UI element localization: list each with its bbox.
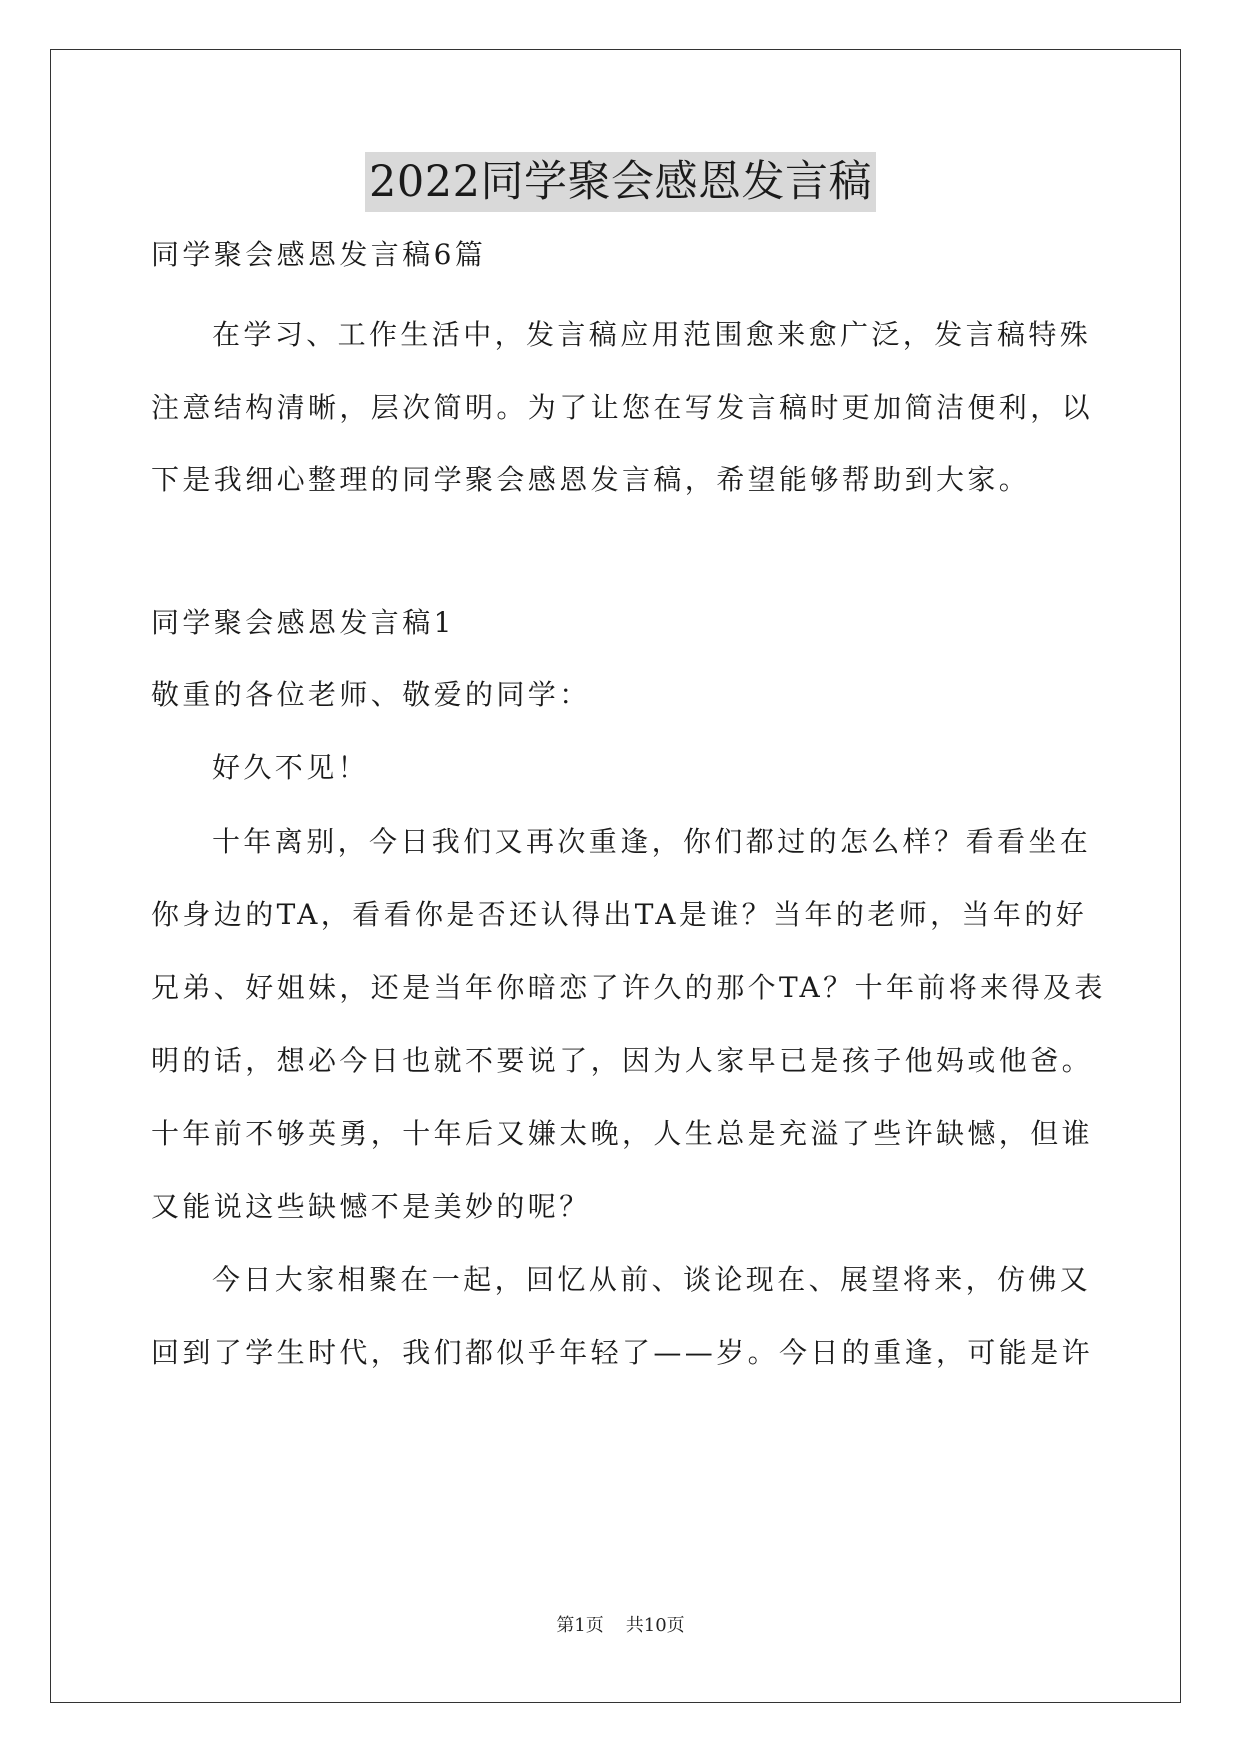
paragraph-line: 回到了学生时代，我们都似乎年轻了——岁。今日的重逢，可能是许 <box>151 1336 1094 1369</box>
paragraph-line: 你身边的TA，看看你是否还认得出TA是谁？当年的老师，当年的好 <box>151 898 1088 931</box>
total-pages: 共10页 <box>625 1615 685 1636</box>
paragraph-line: 今日大家相聚在一起，回忆从前、谈论现在、展望将来，仿佛又 <box>212 1263 1092 1296</box>
paragraph-line: 明的话，想必今日也就不要说了，因为人家早已是孩子他妈或他爸。 <box>151 1044 1094 1077</box>
paragraph-line: 注意结构清晰，层次简明。为了让您在写发言稿时更加简洁便利，以 <box>151 391 1094 424</box>
paragraph-line: 兄弟、好姐妹，还是当年你暗恋了许久的那个TA？十年前将来得及表 <box>151 971 1106 1004</box>
page-footer <box>0 1613 1241 1639</box>
page-border <box>50 49 1181 1703</box>
paragraph-line: 在学习、工作生活中，发言稿应用范围愈来愈广泛，发言稿特殊 <box>212 318 1092 351</box>
title-container <box>0 152 1241 212</box>
section-heading: 同学聚会感恩发言稿1 <box>151 606 455 639</box>
salutation: 敬重的各位老师、敬爱的同学： <box>151 678 591 711</box>
paragraph-line: 下是我细心整理的同学聚会感恩发言稿，希望能够帮助到大家。 <box>151 463 1031 496</box>
paragraph-line: 好久不见！ <box>212 751 370 784</box>
paragraph-line: 十年离别，今日我们又再次重逢，你们都过的怎么样？看看坐在 <box>212 825 1092 858</box>
document-title: 2022同学聚会感恩发言稿 <box>365 152 876 212</box>
page-number: 第1页 <box>556 1615 604 1636</box>
paragraph-line: 十年前不够英勇，十年后又嫌太晚，人生总是充溢了些许缺憾，但谁 <box>151 1117 1094 1150</box>
paragraph-line: 又能说这些缺憾不是美妙的呢？ <box>151 1190 591 1223</box>
section-heading: 同学聚会感恩发言稿6篇 <box>151 238 487 271</box>
